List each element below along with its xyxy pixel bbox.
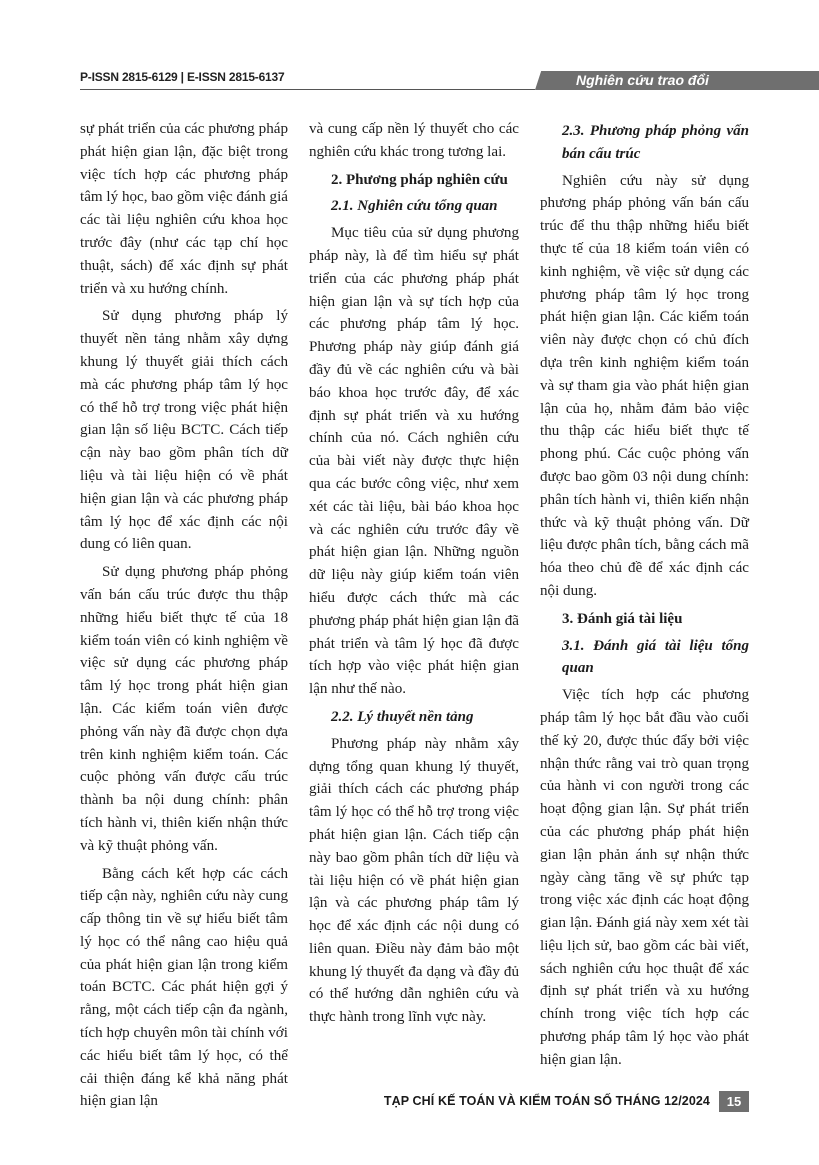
column-2 [309, 118, 519, 1034]
paragraph: và cung cấp nền lý thuyết cho các nghiên cứu khác trong tương lai. [309, 121, 519, 160]
header-rule [80, 89, 535, 90]
paragraph: Việc tích hợp các phương pháp tâm lý học bắt đầu vào cuối thế kỷ 20, được thúc đẩy bởi việc nhận thức rằng vai trò quan trọng của hành vi con người trong các hoạt động gian lận. Sự phát triển của các phương pháp phát hiện gian lận phản ánh sự nhận thức ngày càng tăng về sự phức tạp trong việc xác định các hoạt động gian lận. Đánh giá này xem xét tài liệu lịch sử, bao gồm các bài viết, sách nghiên cứu học thuật để xác định sự phát triển và xu hướng chính trong việc tích hợp các phương pháp tâm lý học vào phát hiện gian lận. [540, 687, 749, 1068]
issn-label: P-ISSN 2815-6129 | E-ISSN 2815-6137 [80, 70, 285, 84]
subsection-heading: 2.2. Lý thuyết nền tảng [331, 708, 474, 725]
journal-footer: TẠP CHÍ KẾ TOÁN VÀ KIỂM TOÁN SỐ THÁNG 12/2024 [383, 1094, 710, 1108]
section-heading: 3. Đánh giá tài liệu [562, 610, 683, 627]
paragraph: Phương pháp này nhằm xây dựng tổng quan khung lý thuyết, giải thích cách các phương pháp tâm lý học có thể hỗ trợ trong việc phát hiện gian lận. Cách tiếp cận này bao gồm phân tích dữ liệu và tài liệu hiện có về phát hiện gian lận và các phương pháp tâm lý học để xác định các nội dung có liên quan. Điều này đảm bảo một khung lý thuyết đa dạng và đầy đủ có thể hướng dẫn nghiên cứu và thực hành trong lĩnh vực này. [309, 735, 519, 1026]
subsection-heading: 2.1. Nghiên cứu tổng quan [331, 198, 498, 215]
paragraph: Sử dụng phương pháp lý thuyết nền tảng nhằm xây dựng khung lý thuyết giải thích cách mà các phương pháp tâm lý học có thể hỗ trợ trong việc phát hiện gian lận số liệu BCTC. Cách tiếp cận này bao gồm phân tích dữ liệu và tài liệu hiện có về phát hiện gian lận và các phương pháp tâm lý học để xác định các nội dung có liên quan. [80, 308, 288, 553]
subsection-heading: 2.3. Phương pháp phỏng vấn bán cấu trúc [562, 123, 749, 162]
paragraph: Mục tiêu của sử dụng phương pháp này, là để tìm hiểu sự phát triển của các phương pháp phát hiện gian lận và sự tích hợp của các phương pháp tâm lý học. Phương pháp này giúp đánh giá đầy đủ về các nghiên cứu và bài báo khoa học trước đây, để xác định sự phát triển và xu hướng chính của nó. Cách nghiên cứu của bài viết này được thực hiện qua các bước công việc, như xem xét các tài liệu, bài báo khoa học và các nghiên cứu trước đây về phát hiện gian lận. Những nguồn dữ liệu này giúp kiểm toán viên hiểu được cách thức mà các phương pháp phát hiện gian lận đã phát triển và tâm lý học đã được tích hợp vào việc phát hiện gian lận như thế nào. [309, 225, 519, 698]
page-number: 15 [719, 1091, 749, 1112]
column-3 [540, 118, 749, 1077]
section-label: Nghiên cứu trao đổi [576, 72, 709, 88]
column-1 [80, 118, 288, 1118]
page-header [0, 0, 819, 100]
subsection-heading: 3.1. Đánh giá tài liệu tổng quan [562, 637, 749, 677]
paragraph: Bằng cách kết hợp các cách tiếp cận này, nghiên cứu này cung cấp thông tin về sự hiểu biết tâm lý học có thể nâng cao hiệu quả của phát hiện gian lận trong kiểm toán BCTC. Các phát hiện gợi ý rằng, một cách tiếp cận đa ngành, tích hợp chuyên môn tài chính với các hiểu biết tâm lý học, có thể cải thiện đáng kể khả năng phát hiện gian lận [80, 865, 288, 1110]
paragraph: Nghiên cứu này sử dụng phương pháp phỏng vấn bán cấu trúc để thu thập những hiểu biết thực tế của 18 kiểm toán viên có kinh nghiệm, về việc sử dụng các phương pháp tâm lý học trong phát hiện gian lận. Các kiểm toán viên này được chọn có chủ đích dựa trên kinh nghiệm kiểm toán và sự tham gia vào phát hiện gian lận của họ, nhằm đảm bảo việc thu thập các hiểu biết thực tế phong phú. Các cuộc phỏng vấn được bao gồm 03 nội dung chính: phân tích hành vi, thiên kiến nhận thức và kỹ thuật phỏng vấn. Dữ liệu được phân tích, bằng cách mã hóa theo chủ đề để xác định các nội dung. [540, 172, 749, 599]
paragraph: sự phát triển của các phương pháp phát hiện gian lận, đặc biệt trong việc tích hợp các phương pháp tâm lý học, bao gồm việc đánh giá các tài liệu nghiên cứu khoa học trước đây (như các tạp chí học thuật, sách) để xác định sự phát triển và xu hướng chính. [80, 121, 288, 297]
paragraph: Sử dụng phương pháp phỏng vấn bán cấu trúc được thu thập những hiểu biết thực tế của 18 kiểm toán viên có kinh nghiệm về việc sử dụng các phương pháp tâm lý học trong phát hiện gian lận. Các kiểm toán viên được phỏng vấn này đã được chọn dựa trên kinh nghiệm kiểm toán. Các cuộc phỏng vấn được cấu trúc thành ba nội dung chính: phân tích hành vi, thiên kiến nhận thức và kỹ thuật phỏng vấn. [80, 564, 288, 854]
section-heading: 2. Phương pháp nghiên cứu [331, 171, 508, 188]
